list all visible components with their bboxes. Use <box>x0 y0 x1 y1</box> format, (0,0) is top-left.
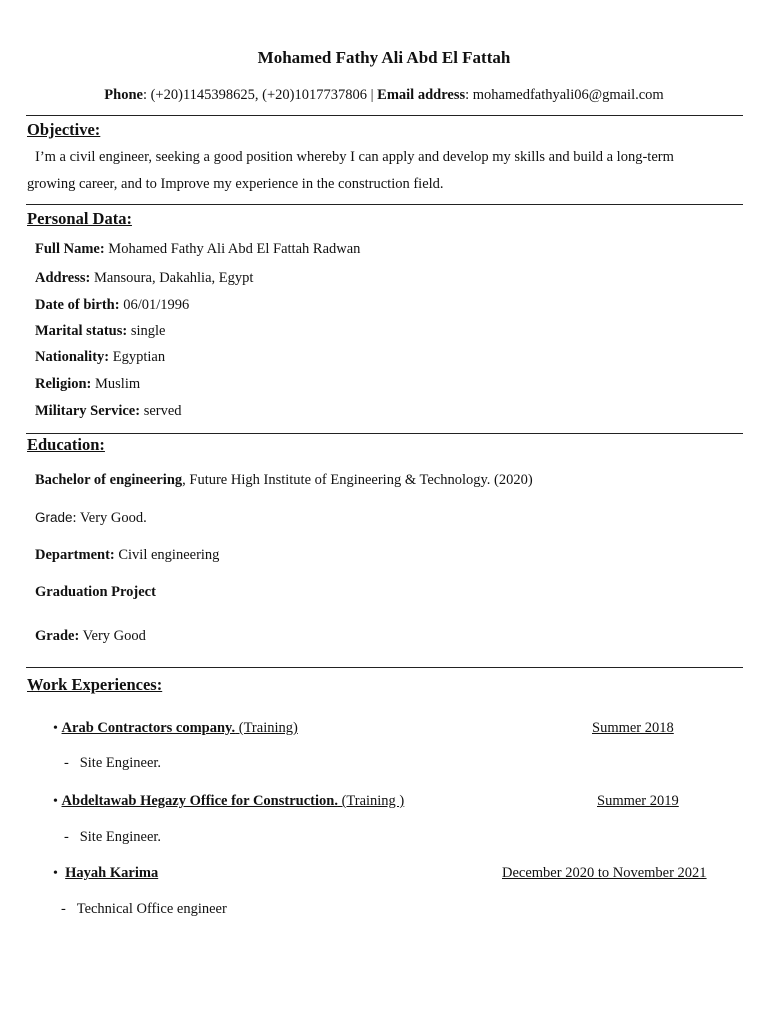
field-label: Military Service: <box>35 403 141 419</box>
field-value: single <box>127 323 166 339</box>
work-item-3-date: December 2020 to November 2021 <box>502 865 707 881</box>
education-grade <box>35 510 147 527</box>
dash: - <box>64 829 69 845</box>
grade-label: Grade <box>35 510 73 525</box>
department-label: Department: <box>35 547 115 563</box>
field-value: Mansoura, Dakahlia, Egypt <box>90 270 254 286</box>
work-item-1 <box>53 720 298 737</box>
department-value: Civil engineering <box>114 547 220 563</box>
role-text: Technical Office engineer <box>76 901 227 917</box>
personal-row-dob <box>35 297 189 314</box>
role-text: Site Engineer. <box>79 829 162 845</box>
work-item-2-date: Summer 2019 <box>597 793 679 809</box>
work-item-1-role <box>64 755 161 772</box>
divider <box>26 667 743 668</box>
education-heading: Education: <box>27 435 105 454</box>
degree-value: , Future High Institute of Engineering & Technology. (2020) <box>182 472 533 488</box>
field-label: Religion: <box>35 376 92 392</box>
work-item-3-role <box>61 901 227 918</box>
work-item-2-role <box>64 829 161 846</box>
work-heading: Work Experiences: <box>27 675 163 694</box>
dash: - <box>61 901 66 917</box>
project-grade-value: Very Good <box>79 628 146 644</box>
field-label: Address: <box>35 270 91 286</box>
field-label: Marital status: <box>35 323 128 339</box>
field-value: 06/01/1996 <box>119 297 190 313</box>
personal-row-military <box>35 403 182 420</box>
project-label: Graduation Project <box>35 584 156 600</box>
objective-heading: Objective: <box>27 120 101 139</box>
grade-value: : Very Good. <box>72 510 147 526</box>
personal-data-heading: Personal Data: <box>27 209 132 228</box>
email-label: Email address <box>377 87 466 103</box>
email-value: : mohamedfathyali06@gmail.com <box>465 87 664 103</box>
education-department <box>35 547 219 564</box>
phone-value: : (+20)1145398625, (+20)1017737806 | <box>142 87 374 103</box>
field-value: Muslim <box>91 376 141 392</box>
bullet-icon: • <box>53 721 58 736</box>
company-name: Arab Contractors company. <box>61 720 236 736</box>
divider <box>26 115 743 116</box>
divider <box>26 433 743 434</box>
work-item-1-title <box>62 720 298 736</box>
personal-row-nationality <box>35 349 165 366</box>
graduation-project-label <box>35 584 156 601</box>
company-name: Hayah Karima <box>65 865 159 881</box>
company-name: Abdeltawab Hegazy Office for Construction. <box>61 793 338 809</box>
training-type: (Training) <box>235 720 298 736</box>
bullet-icon: • <box>53 794 58 809</box>
objective-line-2: growing career, and to Improve my experience in the construction field. <box>27 176 444 192</box>
work-item-2 <box>53 793 404 810</box>
resume-name: Mohamed Fathy Ali Abd El Fattah <box>257 48 511 67</box>
education-degree <box>35 472 533 489</box>
field-label: Nationality: <box>35 349 110 365</box>
field-label: Date of birth: <box>35 297 120 313</box>
field-value: Mohamed Fathy Ali Abd El Fattah Radwan <box>104 241 361 257</box>
dash: - <box>64 755 69 771</box>
bullet-icon: • <box>53 866 58 881</box>
phone-label: Phone <box>104 87 143 103</box>
personal-row-address <box>35 270 253 287</box>
personal-row-religion <box>35 376 140 393</box>
personal-row-marital <box>35 323 165 340</box>
field-label: Full Name: <box>35 241 105 257</box>
field-value: served <box>140 403 182 419</box>
training-type: (Training ) <box>337 793 405 809</box>
field-value: Egyptian <box>109 349 166 365</box>
project-grade-label: Grade: <box>35 628 80 644</box>
personal-row-full-name <box>35 241 360 258</box>
work-item-1-date: Summer 2018 <box>592 720 674 736</box>
objective-line-1: I’m a civil engineer, seeking a good position whereby I can apply and develop my skills and build a long-term <box>35 149 674 165</box>
contact-line <box>0 87 768 104</box>
work-item-3 <box>53 865 158 882</box>
degree-label: Bachelor of engineering <box>35 472 183 488</box>
project-grade <box>35 628 146 645</box>
role-text: Site Engineer. <box>79 755 162 771</box>
divider <box>26 204 743 205</box>
